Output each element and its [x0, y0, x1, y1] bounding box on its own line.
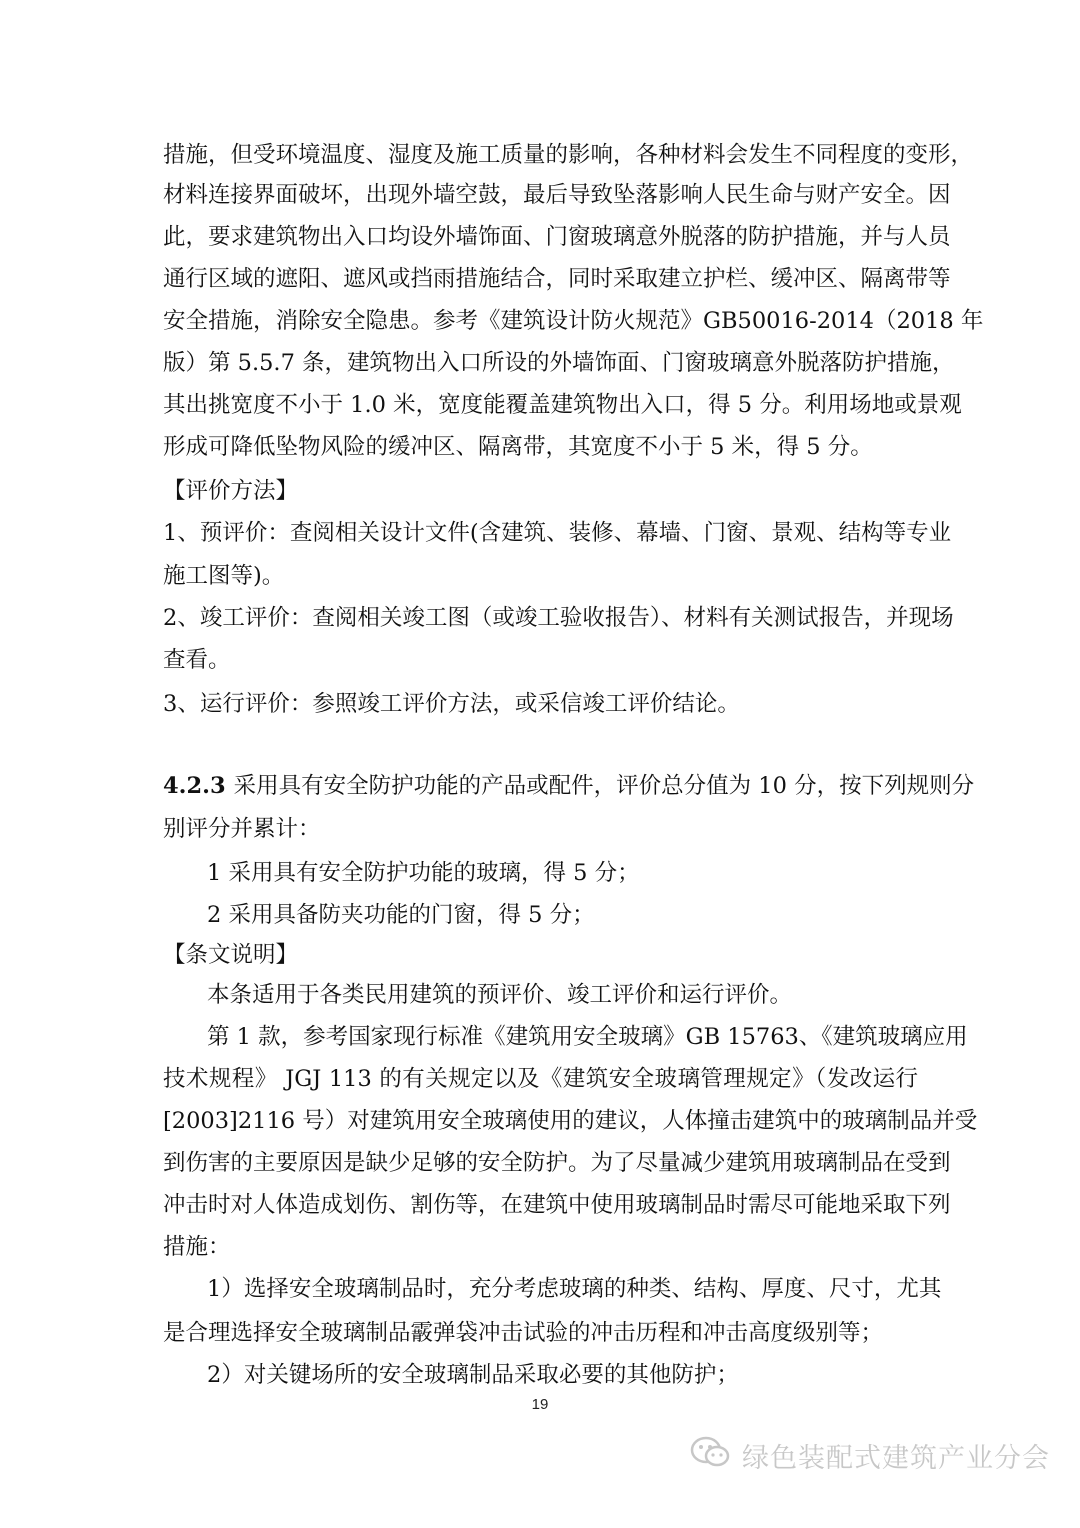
clause-1-line: 措施： [163, 1234, 231, 1260]
paragraph-line: 通行区域的遮阳、遮风或挡雨措施结合，同时采取建立护栏、缓冲区、隔离带等 [163, 266, 951, 292]
evaluation-item-3: 3、运行评价：参照竣工评价方法，或采信竣工评价结论。 [163, 691, 740, 717]
clause-1-line: 技术规程》 JGJ 113 的有关规定以及《建筑安全玻璃管理规定》（发改运行 [163, 1066, 918, 1092]
explanation-scope: 本条适用于各类民用建筑的预评价、竣工评价和运行评价。 [207, 982, 793, 1008]
clause-1-line: 冲击时对人体造成划伤、割伤等，在建筑中使用玻璃制品时需尽可能地采取下列 [163, 1192, 951, 1218]
paragraph-line: 形成可降低坠物风险的缓冲区、隔离带，其宽度不小于 5 米，得 5 分。 [163, 434, 873, 460]
paragraph-line: 材料连接界面破坏，出现外墙空鼓，最后导致坠落影响人民生命与财产安全。因 [163, 182, 951, 208]
paragraph-line: 此，要求建筑物出入口均设外墙饰面、门窗玻璃意外脱落的防护措施，并与人员 [163, 224, 951, 250]
watermark [690, 1430, 1050, 1480]
paragraph-line: 其出挑宽度不小于 1.0 米，宽度能覆盖建筑物出入口，得 5 分。利用场地或景观 [163, 392, 962, 418]
section-4-2-3-line-2: 别评分并累计： [163, 816, 321, 842]
evaluation-item-2-cont: 查看。 [163, 647, 231, 673]
paragraph-line: 措施，但受环境温度、湿度及施工质量的影响，各种材料会发生不同程度的变形， [163, 142, 974, 168]
paragraph-line: 版）第 5.5.7 条，建筑物出入口所设的外墙饰面、门窗玻璃意外脱落防护措施， [163, 350, 955, 376]
rule-item-2: 2 采用具备防夹功能的门窗，得 5 分； [207, 902, 595, 928]
explanation-heading: 【条文说明】 [163, 942, 299, 968]
clause-1-line: 到伤害的主要原因是缺少足够的安全防护。为了尽量减少建筑用玻璃制品在受到 [163, 1150, 951, 1176]
evaluation-item-2: 2、竣工评价：查阅相关竣工图（或竣工验收报告）、材料有关测试报告，并现场 [163, 605, 954, 631]
section-4-2-3-line [163, 771, 975, 801]
section-number: 4.2.3 [163, 773, 226, 799]
evaluation-item-1: 1、预评价：查阅相关设计文件(含建筑、装修、幕墙、门窗、景观、结构等专业 [163, 520, 952, 546]
measure-1-cont: 是合理选择安全玻璃制品霰弹袋冲击试验的冲击历程和冲击高度级别等； [163, 1320, 884, 1346]
measure-1: 1）选择安全玻璃制品时，充分考虑玻璃的种类、结构、厚度、尺寸，尤其 [207, 1276, 942, 1302]
evaluation-item-1-cont: 施工图等)。 [163, 563, 285, 589]
section-text: 采用具有安全防护功能的产品或配件，评价总分值为 10 分，按下列规则分 [233, 773, 975, 799]
clause-1-line: [2003]2116 号）对建筑用安全玻璃使用的建议，人体撞击建筑中的玻璃制品并受 [163, 1108, 978, 1134]
evaluation-method-heading: 【评价方法】 [163, 478, 299, 504]
measure-2: 2）对关键场所的安全玻璃制品采取必要的其他防护； [207, 1362, 739, 1388]
clause-1-line: 第 1 款，参考国家现行标准《建筑用安全玻璃》GB 15763、《建筑玻璃应用 [207, 1024, 968, 1050]
paragraph-line: 安全措施，消除安全隐患。参考《建筑设计防火规范》GB50016-2014（2018 年 [163, 308, 984, 334]
rule-item-1: 1 采用具有安全防护功能的玻璃，得 5 分； [207, 860, 640, 886]
wechat-icon [690, 1435, 732, 1475]
page-number: 19 [531, 1396, 549, 1413]
watermark-text: 绿色装配式建筑产业分会 [742, 1442, 1050, 1474]
